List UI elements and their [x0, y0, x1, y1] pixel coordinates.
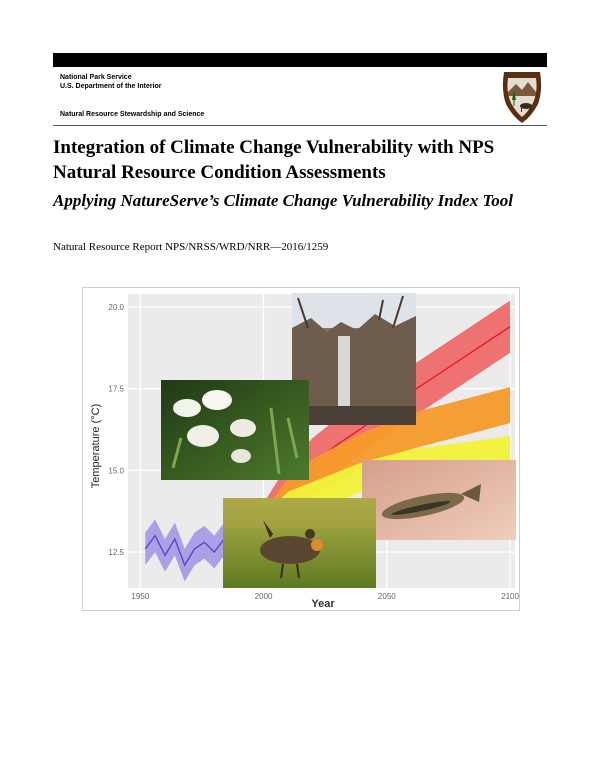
y-tick-label: 17.5 [108, 384, 124, 394]
division-name: Natural Resource Stewardship and Science [60, 111, 205, 118]
x-tick-label: 2000 [254, 592, 273, 601]
x-tick-label: 2050 [377, 592, 396, 601]
x-tick-label: 1950 [131, 592, 150, 601]
nps-arrowhead-logo [500, 70, 544, 124]
y-axis-title: Temperature (°C) [90, 403, 102, 489]
header-rule [53, 125, 547, 126]
y-tick-label: 15.0 [108, 466, 124, 476]
temperature-chart [83, 288, 519, 610]
header-bar [53, 53, 547, 67]
y-tick-label: 20.0 [108, 303, 124, 313]
agency-line-1: National Park Service [60, 74, 132, 81]
agency-name [60, 73, 162, 91]
orchid-photo [161, 380, 309, 480]
fish-photo [362, 460, 516, 540]
waterfall-photo [292, 293, 416, 425]
y-tick-label: 12.5 [108, 548, 124, 558]
x-axis-title: Year [311, 598, 335, 610]
document-subtitle: Applying NatureServe’s Climate Change Vulnerability Index Tool [53, 191, 513, 210]
x-tick-label: 2100 [501, 592, 519, 601]
agency-line-2: U.S. Department of the Interior [60, 83, 162, 90]
cover-figure [82, 287, 520, 611]
report-number: Natural Resource Report NPS/NRSS/WRD/NRR—2016/1259 [53, 241, 329, 253]
document-title: Integration of Climate Change Vulnerability with NPS Natural Resource Condition Assessments [53, 137, 495, 183]
prairie-chicken-photo [223, 498, 376, 588]
